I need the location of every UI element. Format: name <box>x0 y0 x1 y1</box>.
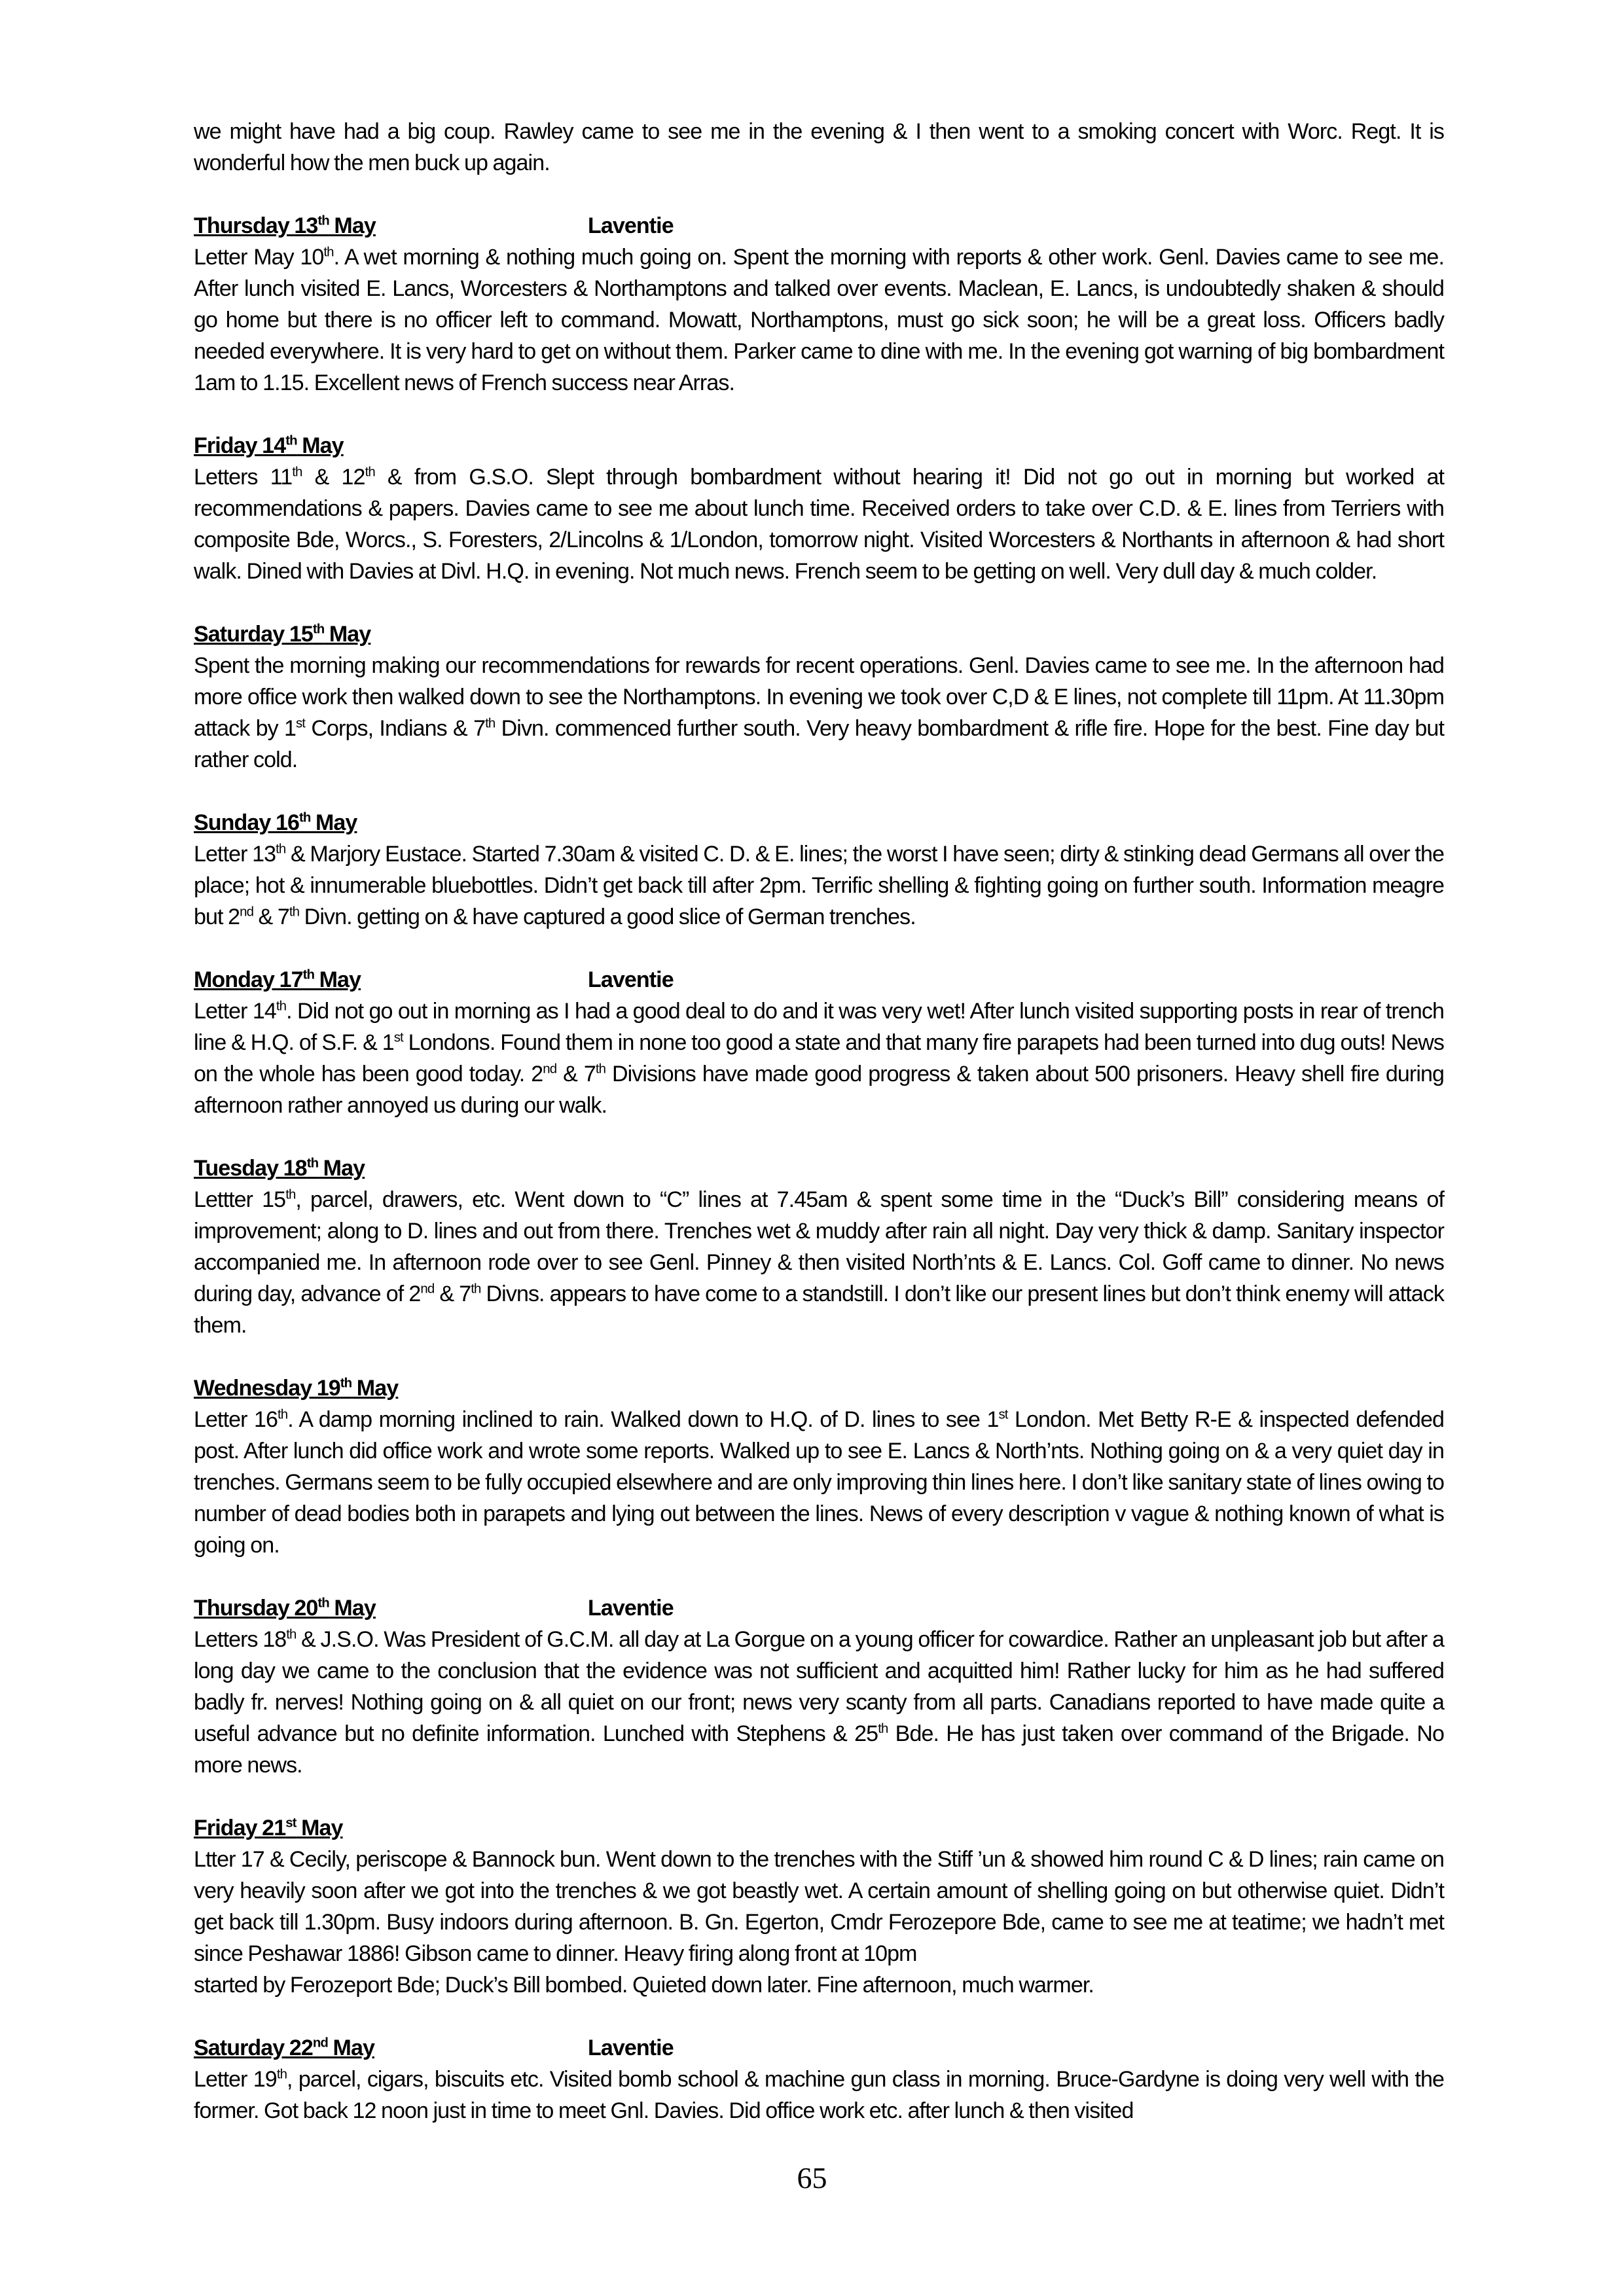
entry-heading <box>194 430 1444 461</box>
intro-paragraph <box>194 116 1444 179</box>
diary-entry <box>194 1372 1444 1561</box>
diary-entries <box>194 210 1444 2126</box>
entry-text: Letter 16th. A damp morning inclined to rain. Walked down to H.Q. of D. lines to see 1st London. Met Betty R-E & inspected defended post. After lunch did office work and wrote some reports. Walked up to see E. Lancs & North’nts. Nothing going on & a very quiet day in trenches. Germans seem to be fully occupied elsewhere and are only improving thin lines here. I don’t like sanitary state of lines owing to number of dead bodies both in parapets and lying out between the lines. News of every description v vague & nothing known of what is going on. <box>194 1407 1444 1558</box>
entry-heading <box>194 2032 1444 2064</box>
entry-date: Thursday 20th May <box>194 1596 376 1621</box>
entry-date: Sunday 16th May <box>194 810 357 835</box>
entry-location: Laventie <box>588 967 674 992</box>
entry-text: Spent the morning making our recommendations for rewards for recent operations. Genl. Davies came to see me. In the afternoon had more office work then walked down to see the Northamptons. In evening we took over C,D & E lines, not complete till 11pm. At 11.30pm attack by 1st Corps, Indians & 7th Divn. commenced further south. Very heavy bombardment & rifle fire. Hope for the best. Fine day but rather cold. <box>194 653 1444 772</box>
entry-heading <box>194 619 1444 650</box>
entry-date: Saturday 15th May <box>194 622 371 647</box>
entry-date: Thursday 13th May <box>194 213 376 238</box>
entry-heading <box>194 1812 1444 1844</box>
entry-date: Tuesday 18th May <box>194 1156 365 1181</box>
diary-entry <box>194 2032 1444 2126</box>
intro-text: we might have had a big coup. Rawley came to see me in the evening & I then went to a smoking concert with Worc. Regt. It is wonderful how the men buck up again. <box>194 119 1444 175</box>
entry-text: Letters 11th & 12th & from G.S.O. Slept through bombardment without hearing it! Did not go out in morning but worked at recommendations & papers. Davies came to see me about lunch time. Received orders to take over C.D. & E. lines from Terriers with composite Bde, Worcs., S. Foresters, 2/Lincolns & 1/London, tomorrow night. Visited Worcesters & Northants in afternoon & had short walk. Dined with Davies at Divl. H.Q. in evening. Not much news. French seem to be getting on well. Very dull day & much colder. <box>194 465 1444 584</box>
diary-text <box>194 116 1444 2158</box>
page-number: 65 <box>797 2161 827 2195</box>
entry-date: Friday 14th May <box>194 433 344 458</box>
entry-heading <box>194 210 1444 242</box>
diary-entry <box>194 964 1444 1121</box>
entry-text: Ltter 17 & Cecily, periscope & Bannock bun. Went down to the trenches with the Stiff ’un & showed him round C & D lines; rain came on very heavily soon after we got into the trenches & we got beastly wet. A certain amount of shelling going on but otherwise quiet. Didn’t get back till 1.30pm. Busy indoors during afternoon. B. Gn. Egerton, Cmdr Ferozepore Bde, came to see me at teatime; we hadn’t met since Peshawar 1886! Gibson came to dinner. Heavy firing along front at 10pm <box>194 1847 1444 1966</box>
diary-entry <box>194 210 1444 399</box>
entry-heading <box>194 1372 1444 1404</box>
diary-entry <box>194 430 1444 587</box>
diary-entry <box>194 807 1444 933</box>
entry-heading <box>194 807 1444 838</box>
entry-text: Letter 13th & Marjory Eustace. Started 7.30am & visited C. D. & E. lines; the worst I have seen; dirty & stinking dead Germans all over the place; hot & innumerable bluebottles. Didn’t get back till after 2pm. Terrific shelling & fighting going on further south. Information meagre but 2nd & 7th Divn. getting on & have captured a good slice of German trenches. <box>194 842 1444 929</box>
entry-location: Laventie <box>588 213 674 238</box>
diary-entry <box>194 1812 1444 2001</box>
entry-heading <box>194 1153 1444 1184</box>
entry-text: Letter May 10th. A wet morning & nothing much going on. Spent the morning with reports & other work. Genl. Davies came to see me. After lunch visited E. Lancs, Worcesters & Northamptons and talked over events. Maclean, E. Lancs, is undoubtedly shaken & should go home but there is no officer left to command. Mowatt, Northamptons, must go sick soon; he will be a great loss. Officers badly needed everywhere. It is very hard to get on without them. Parker came to dine with me. In the evening got warning of big bombardment 1am to 1.15. Excellent news of French success near Arras. <box>194 245 1444 395</box>
entry-text: Letters 18th & J.S.O. Was President of G.C.M. all day at La Gorgue on a young officer for cowardice. Rather an unpleasant job but after a long day we came to the conclusion that the evidence was not sufficient and acquitted him! Rather lucky for him as he had suffered badly fr. nerves! Nothing going on & all quiet on our front; news very scanty from all parts. Canadians reported to have made quite a useful advance but no definite information. Lunched with Stephens & 25th Bde. He has just taken over command of the Brigade. No more news. <box>194 1627 1444 1778</box>
entry-date: Monday 17th May <box>194 967 361 992</box>
entry-location: Laventie <box>588 2036 674 2060</box>
entry-date: Friday 21st May <box>194 1816 343 1840</box>
entry-heading <box>194 1592 1444 1624</box>
entry-text: Letter 19th, parcel, cigars, biscuits etc. Visited bomb school & machine gun class in morning. Bruce-Gardyne is doing very well with the former. Got back 12 noon just in time to meet Gnl. Davies. Did office work etc. after lunch & then visited <box>194 2067 1444 2123</box>
entry-location: Laventie <box>588 1596 674 1621</box>
entry-date: Saturday 22nd May <box>194 2036 374 2060</box>
entry-date: Wednesday 19th May <box>194 1376 399 1401</box>
diary-entry <box>194 1153 1444 1341</box>
entry-text: Letter 14th. Did not go out in morning as I had a good deal to do and it was very wet! After lunch visited supporting posts in rear of trench line & H.Q. of S.F. & 1st Londons. Found them in none too good a state and that many fire parapets had been turned into dug outs! News on the whole has been good today. 2nd & 7th Divisions have made good progress & taken about 500 prisoners. Heavy shell fire during afternoon rather annoyed us during our walk. <box>194 999 1445 1118</box>
diary-entry <box>194 619 1444 776</box>
entry-text: Lettter 15th, parcel, drawers, etc. Went down to “C” lines at 7.45am & spent some time in the “Duck’s Bill” considering means of improvement; along to D. lines and out from there. Trenches wet & muddy after rain all night. Day very thick & damp. Sanitary inspector accompanied me. In afternoon rode over to see Genl. Pinney & then visited North’nts & E. Lancs. Col. Goff came to dinner. No news during day, advance of 2nd & 7th Divns. appears to have come to a standstill. I don’t like our present lines but don’t think enemy will attack them. <box>194 1187 1445 1338</box>
entry-heading <box>194 964 1444 996</box>
entry-text-continued: started by Ferozeport Bde; Duck’s Bill bombed. Quieted down later. Fine afternoon, much warmer. <box>194 1973 1094 1998</box>
diary-entry <box>194 1592 1444 1781</box>
